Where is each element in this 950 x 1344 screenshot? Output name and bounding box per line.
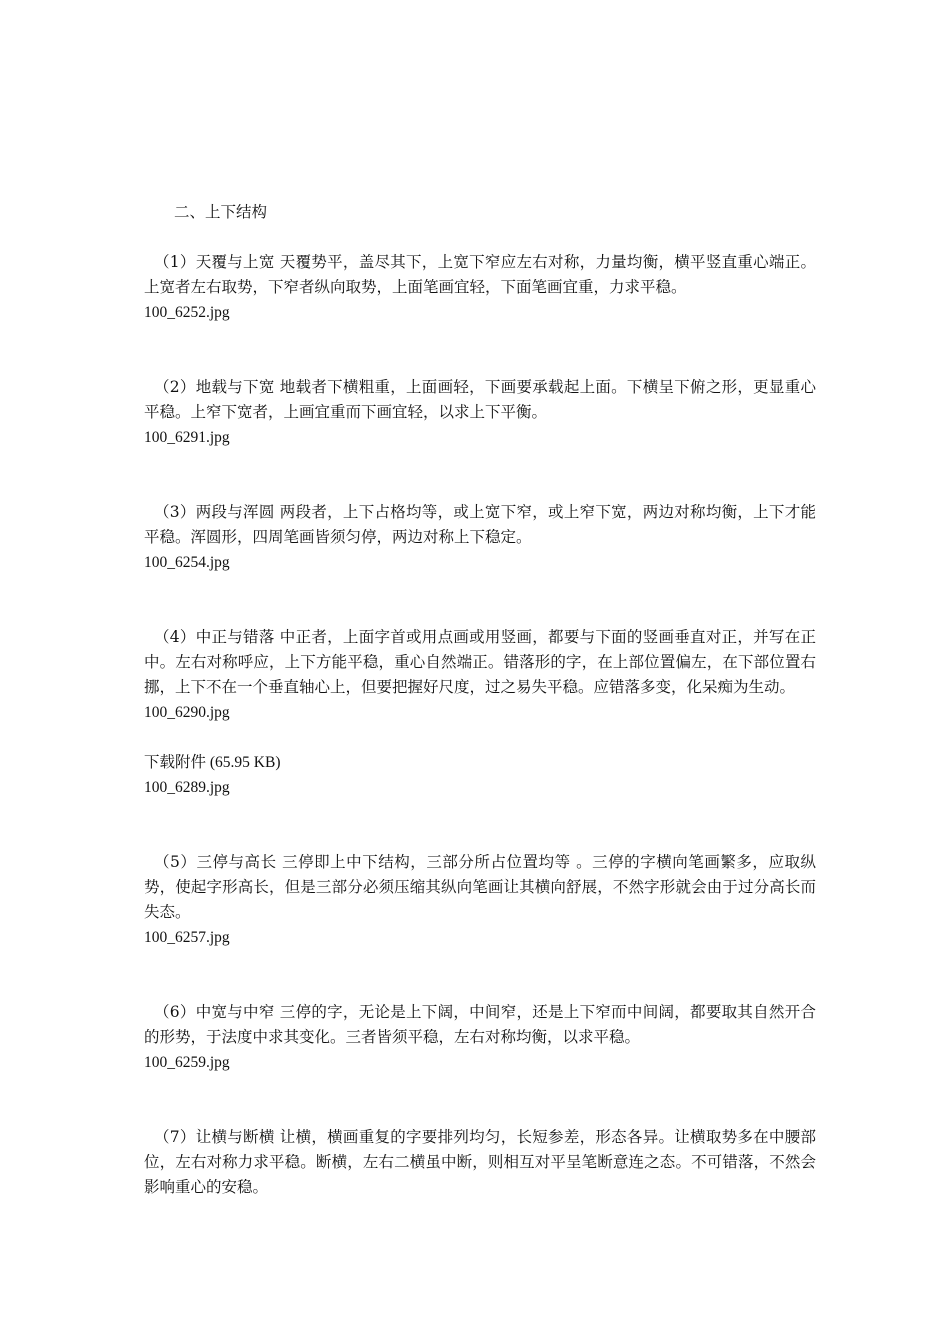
section-paragraph: （5）三停与高长 三停即上中下结构，三部分所占位置均等 。三停的字横向笔画繁多，应取纵势，使起字形高长，但是三部分必须压缩其纵向笔画让其横向舒展，不然字形就会由于过分高长而失态。 (144, 853, 816, 921)
section-paragraph: （1）天覆与上宽 天覆势平，盖尽其下，上宽下窄应左右对称，力量均衡，横平竖直重心端正。上宽者左右取势，下窄者纵向取势，上面笔画宜轻，下面笔画宜重，力求平稳。 (144, 253, 816, 296)
section-2 (144, 375, 816, 450)
image-caption: 100_6259.jpg (144, 1054, 230, 1071)
section-3 (144, 500, 816, 575)
section-heading: 二、上下结构 (174, 203, 268, 221)
spacer (144, 450, 816, 500)
image-caption: 100_6291.jpg (144, 429, 230, 446)
image-caption: 100_6290.jpg (144, 704, 230, 721)
image-caption: 100_6254.jpg (144, 554, 230, 571)
spacer (144, 1075, 816, 1125)
attachment-download-link[interactable]: 下载附件 (65.95 KB) (144, 754, 281, 771)
section-4 (144, 625, 816, 800)
spacer (144, 950, 816, 1000)
section-6 (144, 1000, 816, 1075)
spacer (144, 325, 816, 375)
spacer (144, 575, 816, 625)
section-7 (144, 1125, 816, 1200)
section-paragraph: （3）两段与浑圆 两段者，上下占格均等，或上宽下窄，或上窄下宽，两边对称均衡，上下才能平稳。浑圆形，四周笔画皆须匀停，两边对称上下稳定。 (144, 503, 816, 546)
image-caption: 100_6252.jpg (144, 304, 230, 321)
attachment-caption: 100_6289.jpg (144, 779, 230, 796)
section-1 (144, 250, 816, 325)
section-paragraph: （2）地载与下宽 地载者下横粗重，上面画轻，下画要承载起上面。下横呈下俯之形，更显重心平稳。上窄下宽者，上画宜重而下画宜轻，以求上下平衡。 (144, 378, 816, 421)
section-5 (144, 850, 816, 950)
image-caption: 100_6257.jpg (144, 929, 230, 946)
document-page (144, 200, 816, 1200)
section-paragraph: （7）让横与断横 让横，横画重复的字要排列均匀，长短参差，形态各异。让横取势多在中腰部位，左右对称力求平稳。断横，左右二横虽中断，则相互对平呈笔断意连之态。不可错落，不然会影响重心的安稳。 (144, 1128, 816, 1196)
section-paragraph: （4）中正与错落 中正者，上面字首或用点画或用竖画，都要与下面的竖画垂直对正，并写在正中。左右对称呼应，上下方能平稳，重心自然端正。错落形的字，在上部位置偏左，在下部位置右挪，上下不在一个垂直轴心上，但要把握好尺度，过之易失平稳。应错落多变，化呆痴为生动。 (144, 628, 816, 696)
section-paragraph: （6）中宽与中窄 三停的字，无论是上下阔，中间窄，还是上下窄而中间阔，都要取其自然开合的形势，于法度中求其变化。三者皆须平稳，左右对称均衡，以求平稳。 (144, 1003, 816, 1046)
spacer (144, 725, 816, 750)
spacer (144, 800, 816, 850)
